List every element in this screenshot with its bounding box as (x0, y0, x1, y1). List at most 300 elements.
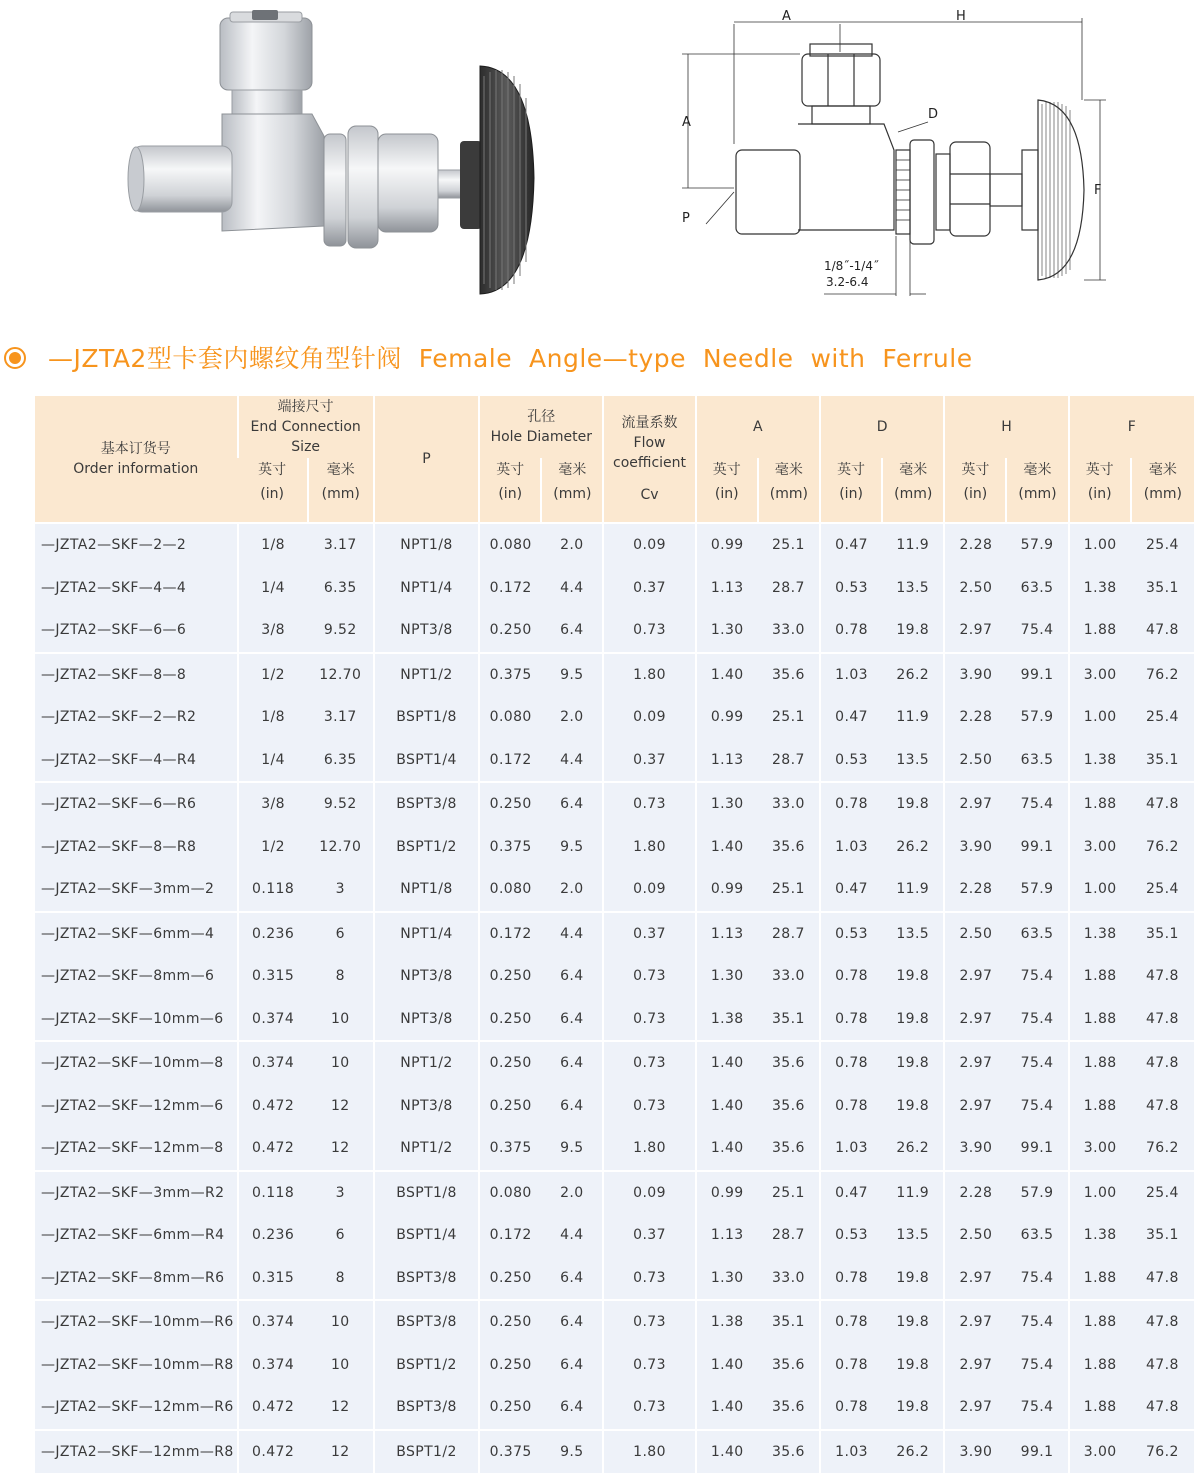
cell-a-in: 1.40 (696, 1430, 758, 1473)
cell-d-mm: 11.9 (882, 1171, 944, 1215)
unit-label-cn: 英寸 (821, 460, 881, 480)
cell-a-in: 1.13 (696, 567, 758, 610)
cell-conn-in: 1/8 (238, 696, 308, 739)
cell-h-mm: 75.4 (1006, 782, 1068, 826)
table-row (35, 523, 1194, 567)
cell-f-in: 1.88 (1069, 998, 1131, 1042)
cell-order-number: —JZTA2—SKF—10mm—R8 (35, 1344, 238, 1387)
header-a: A (696, 396, 820, 458)
table-row (35, 1344, 1194, 1387)
table-row (35, 739, 1194, 783)
cell-hole-mm: 4.4 (541, 1214, 603, 1257)
table-row (35, 567, 1194, 610)
cell-d-mm: 19.8 (882, 1257, 944, 1301)
cell-conn-mm: 12.70 (308, 653, 374, 697)
cell-conn-in: 0.315 (238, 1257, 308, 1301)
cell-cv: 0.09 (603, 696, 695, 739)
cell-cv: 0.73 (603, 1344, 695, 1387)
header-d-mm (882, 458, 944, 523)
header-flow-cn: 流量系数 (604, 413, 694, 433)
cell-conn-mm: 9.52 (308, 782, 374, 826)
cell-d-in: 1.03 (820, 826, 882, 869)
cell-p-thread: NPT3/8 (374, 998, 479, 1042)
cell-cv: 0.73 (603, 1257, 695, 1301)
cell-d-in: 0.78 (820, 955, 882, 998)
header-end-connection (238, 396, 374, 458)
cell-h-in: 2.28 (944, 868, 1006, 912)
header-flow-en2: coefficient (604, 453, 694, 473)
header-f: F (1069, 396, 1194, 458)
cell-h-in: 2.50 (944, 739, 1006, 783)
cell-hole-in: 0.250 (479, 609, 541, 653)
cell-f-mm: 35.1 (1131, 1214, 1194, 1257)
unit-label-cn: 毫米 (759, 460, 819, 480)
cell-conn-mm: 6 (308, 1214, 374, 1257)
cell-a-mm: 28.7 (758, 1214, 820, 1257)
cell-d-in: 0.47 (820, 696, 882, 739)
cell-d-mm: 19.8 (882, 1041, 944, 1085)
header-row-top (35, 396, 1194, 458)
cell-cv: 0.73 (603, 1085, 695, 1128)
cell-f-mm: 76.2 (1131, 1430, 1194, 1473)
cell-d-in: 0.53 (820, 739, 882, 783)
cell-f-in: 3.00 (1069, 1127, 1131, 1171)
cell-conn-in: 0.374 (238, 1041, 308, 1085)
cell-h-mm: 57.9 (1006, 1171, 1068, 1215)
table-row (35, 1386, 1194, 1430)
cell-order-number: —JZTA2—SKF—3mm—R2 (35, 1171, 238, 1215)
header-conn-mm (308, 458, 374, 523)
cell-a-mm: 25.1 (758, 696, 820, 739)
cell-h-mm: 57.9 (1006, 523, 1068, 567)
cell-order-number: —JZTA2—SKF—6—6 (35, 609, 238, 653)
cell-a-mm: 35.6 (758, 1041, 820, 1085)
table-row (35, 955, 1194, 998)
cell-p-thread: BSPT1/8 (374, 1171, 479, 1215)
cell-d-in: 0.53 (820, 912, 882, 956)
cell-d-in: 0.53 (820, 1214, 882, 1257)
cell-a-in: 1.40 (696, 1127, 758, 1171)
cell-d-in: 0.78 (820, 1085, 882, 1128)
cell-p-thread: BSPT1/2 (374, 1430, 479, 1473)
cell-f-mm: 76.2 (1131, 1127, 1194, 1171)
cell-f-in: 1.88 (1069, 1300, 1131, 1344)
table-row (35, 1214, 1194, 1257)
cell-conn-in: 1/2 (238, 826, 308, 869)
cell-f-in: 3.00 (1069, 1430, 1131, 1473)
unit-label-en: (mm) (759, 484, 819, 504)
cell-h-in: 2.97 (944, 955, 1006, 998)
cell-d-mm: 11.9 (882, 696, 944, 739)
header-h-in (944, 458, 1006, 523)
cell-a-mm: 33.0 (758, 782, 820, 826)
cell-f-in: 1.88 (1069, 955, 1131, 998)
unit-label-en: (in) (1070, 484, 1130, 504)
cell-f-in: 1.38 (1069, 739, 1131, 783)
panel-thickness-mm: 3.2-6.4 (826, 275, 869, 289)
cell-hole-in: 0.080 (479, 1171, 541, 1215)
cell-d-in: 0.78 (820, 1386, 882, 1430)
unit-label-en: (mm) (542, 484, 602, 504)
cell-cv: 0.73 (603, 1300, 695, 1344)
cell-p-thread: NPT1/8 (374, 868, 479, 912)
cell-conn-in: 1/8 (238, 523, 308, 567)
header-conn-en1: End Connection (239, 417, 373, 437)
cell-f-mm: 47.8 (1131, 1300, 1194, 1344)
cell-d-mm: 19.8 (882, 782, 944, 826)
cell-order-number: —JZTA2—SKF—2—R2 (35, 696, 238, 739)
cell-hole-mm: 9.5 (541, 1127, 603, 1171)
header-order-cn: 基本订货号 (35, 439, 237, 459)
unit-label-en: (mm) (1007, 484, 1067, 504)
cell-a-in: 1.30 (696, 1257, 758, 1301)
cell-hole-in: 0.375 (479, 1430, 541, 1473)
unit-label-cn: 毫米 (1132, 460, 1194, 480)
cell-d-in: 0.78 (820, 1344, 882, 1387)
cell-hole-mm: 2.0 (541, 523, 603, 567)
cell-conn-mm: 9.52 (308, 609, 374, 653)
table-row (35, 868, 1194, 912)
cell-p-thread: BSPT1/4 (374, 1214, 479, 1257)
cell-cv: 0.73 (603, 998, 695, 1042)
cell-f-mm: 35.1 (1131, 567, 1194, 610)
cell-conn-mm: 3 (308, 1171, 374, 1215)
cell-a-mm: 35.6 (758, 1085, 820, 1128)
table-row (35, 998, 1194, 1042)
cell-f-mm: 76.2 (1131, 653, 1194, 697)
table-row (35, 1127, 1194, 1171)
cell-h-in: 2.97 (944, 1041, 1006, 1085)
cell-cv: 0.73 (603, 609, 695, 653)
cell-conn-in: 0.374 (238, 1344, 308, 1387)
cell-f-in: 3.00 (1069, 826, 1131, 869)
cell-conn-mm: 8 (308, 955, 374, 998)
unit-label-cn: 毫米 (542, 460, 602, 480)
cell-hole-in: 0.250 (479, 1386, 541, 1430)
cell-f-mm: 47.8 (1131, 609, 1194, 653)
cell-hole-mm: 6.4 (541, 1300, 603, 1344)
cell-p-thread: NPT3/8 (374, 1085, 479, 1128)
cell-a-in: 1.40 (696, 1041, 758, 1085)
cell-d-mm: 19.8 (882, 1300, 944, 1344)
table-row (35, 609, 1194, 653)
cell-hole-mm: 6.4 (541, 782, 603, 826)
cell-order-number: —JZTA2—SKF—12mm—8 (35, 1127, 238, 1171)
cell-f-mm: 47.8 (1131, 1386, 1194, 1430)
cell-a-in: 1.38 (696, 1300, 758, 1344)
dim-a-top-label: A (782, 9, 791, 24)
table-row (35, 653, 1194, 697)
cell-f-mm: 47.8 (1131, 1085, 1194, 1128)
cell-order-number: —JZTA2—SKF—8—R8 (35, 826, 238, 869)
unit-label-en: (mm) (883, 484, 943, 504)
cell-order-number: —JZTA2—SKF—10mm—8 (35, 1041, 238, 1085)
cell-h-mm: 75.4 (1006, 1300, 1068, 1344)
cell-p-thread: NPT1/2 (374, 653, 479, 697)
cell-p-thread: NPT1/8 (374, 523, 479, 567)
section-title-bar (0, 335, 1200, 379)
cell-a-mm: 28.7 (758, 739, 820, 783)
unit-label-cn: 英寸 (238, 460, 307, 480)
cell-a-mm: 35.1 (758, 1300, 820, 1344)
cell-hole-in: 0.250 (479, 782, 541, 826)
cell-d-mm: 19.8 (882, 609, 944, 653)
cell-cv: 0.37 (603, 912, 695, 956)
header-order (35, 396, 238, 523)
cell-hole-mm: 2.0 (541, 696, 603, 739)
cell-hole-mm: 9.5 (541, 1430, 603, 1473)
cell-d-in: 0.47 (820, 868, 882, 912)
cell-conn-in: 0.236 (238, 912, 308, 956)
cell-d-mm: 19.8 (882, 1085, 944, 1128)
cell-f-in: 1.00 (1069, 696, 1131, 739)
table-row (35, 1300, 1194, 1344)
cell-conn-mm: 3.17 (308, 523, 374, 567)
cell-hole-mm: 6.4 (541, 609, 603, 653)
cell-a-mm: 33.0 (758, 1257, 820, 1301)
header-hole-en: Hole Diameter (480, 427, 602, 447)
cell-cv: 0.09 (603, 868, 695, 912)
cell-h-in: 2.97 (944, 1085, 1006, 1128)
cell-a-mm: 35.1 (758, 998, 820, 1042)
cell-conn-mm: 12 (308, 1127, 374, 1171)
cell-hole-in: 0.080 (479, 868, 541, 912)
cell-f-in: 1.88 (1069, 782, 1131, 826)
cell-a-in: 0.99 (696, 523, 758, 567)
cell-conn-in: 3/8 (238, 782, 308, 826)
cell-hole-mm: 6.4 (541, 998, 603, 1042)
dim-d-label: D (928, 107, 938, 122)
cell-h-in: 3.90 (944, 653, 1006, 697)
cell-p-thread: BSPT3/8 (374, 1386, 479, 1430)
cell-f-mm: 76.2 (1131, 826, 1194, 869)
cell-conn-in: 0.472 (238, 1430, 308, 1473)
unit-label-en: (in) (945, 484, 1005, 504)
cell-h-mm: 75.4 (1006, 1041, 1068, 1085)
cell-h-mm: 75.4 (1006, 609, 1068, 653)
cell-a-in: 1.30 (696, 782, 758, 826)
cell-f-mm: 35.1 (1131, 739, 1194, 783)
cell-order-number: —JZTA2—SKF—8mm—R6 (35, 1257, 238, 1301)
table-row (35, 1041, 1194, 1085)
cell-p-thread: NPT1/4 (374, 912, 479, 956)
cell-d-mm: 26.2 (882, 653, 944, 697)
cell-f-in: 3.00 (1069, 653, 1131, 697)
cell-d-mm: 13.5 (882, 739, 944, 783)
cell-hole-in: 0.080 (479, 696, 541, 739)
cell-h-in: 2.97 (944, 609, 1006, 653)
cell-hole-in: 0.375 (479, 653, 541, 697)
cell-d-mm: 26.2 (882, 1127, 944, 1171)
cell-h-mm: 57.9 (1006, 868, 1068, 912)
cell-p-thread: NPT3/8 (374, 955, 479, 998)
cell-f-mm: 47.8 (1131, 1257, 1194, 1301)
cell-a-in: 1.13 (696, 912, 758, 956)
header-conn-in (238, 458, 308, 523)
cell-a-mm: 25.1 (758, 1171, 820, 1215)
header-h: H (944, 396, 1068, 458)
cell-conn-in: 0.374 (238, 998, 308, 1042)
cell-f-mm: 47.8 (1131, 955, 1194, 998)
cell-order-number: —JZTA2—SKF—8—8 (35, 653, 238, 697)
cell-f-mm: 25.4 (1131, 523, 1194, 567)
cell-f-in: 1.00 (1069, 868, 1131, 912)
cell-d-in: 0.78 (820, 1300, 882, 1344)
cell-a-in: 1.38 (696, 998, 758, 1042)
cell-d-mm: 26.2 (882, 1430, 944, 1473)
cell-conn-mm: 12 (308, 1085, 374, 1128)
cell-p-thread: BSPT3/8 (374, 1257, 479, 1301)
cell-p-thread: NPT1/4 (374, 567, 479, 610)
cell-f-mm: 25.4 (1131, 1171, 1194, 1215)
cell-conn-in: 0.472 (238, 1386, 308, 1430)
cell-order-number: —JZTA2—SKF—10mm—R6 (35, 1300, 238, 1344)
cell-hole-in: 0.250 (479, 1257, 541, 1301)
cell-a-in: 1.40 (696, 826, 758, 869)
cell-d-mm: 19.8 (882, 1344, 944, 1387)
dim-h-label: H (956, 9, 966, 24)
header-hole (479, 396, 603, 458)
cell-conn-mm: 6.35 (308, 567, 374, 610)
cell-a-mm: 35.6 (758, 653, 820, 697)
cell-f-in: 1.38 (1069, 567, 1131, 610)
cell-conn-mm: 3.17 (308, 696, 374, 739)
cell-h-in: 2.97 (944, 1300, 1006, 1344)
header-f-in (1069, 458, 1131, 523)
cell-h-in: 2.97 (944, 998, 1006, 1042)
unit-label-en: (in) (480, 484, 540, 504)
cell-hole-mm: 2.0 (541, 868, 603, 912)
cell-conn-mm: 10 (308, 998, 374, 1042)
cell-a-in: 1.13 (696, 1214, 758, 1257)
cell-h-in: 2.97 (944, 1257, 1006, 1301)
cell-d-mm: 19.8 (882, 955, 944, 998)
cell-h-mm: 99.1 (1006, 653, 1068, 697)
cell-h-mm: 99.1 (1006, 1127, 1068, 1171)
cell-hole-mm: 6.4 (541, 955, 603, 998)
cell-a-in: 0.99 (696, 696, 758, 739)
cell-conn-in: 1/4 (238, 567, 308, 610)
header-f-mm (1131, 458, 1194, 523)
cell-d-in: 0.78 (820, 609, 882, 653)
cell-p-thread: BSPT1/2 (374, 1344, 479, 1387)
cell-h-mm: 57.9 (1006, 696, 1068, 739)
dim-a-side-label: A (682, 115, 691, 130)
cell-cv: 0.37 (603, 1214, 695, 1257)
cell-hole-in: 0.250 (479, 955, 541, 998)
cell-a-in: 1.40 (696, 1344, 758, 1387)
cell-h-mm: 63.5 (1006, 1214, 1068, 1257)
cell-hole-mm: 4.4 (541, 739, 603, 783)
header-hole-mm (541, 458, 603, 523)
cell-d-mm: 11.9 (882, 868, 944, 912)
cell-conn-in: 3/8 (238, 609, 308, 653)
cell-h-mm: 99.1 (1006, 826, 1068, 869)
cell-cv: 0.73 (603, 782, 695, 826)
cell-a-mm: 25.1 (758, 523, 820, 567)
cell-conn-mm: 3 (308, 868, 374, 912)
header-h-mm (1006, 458, 1068, 523)
cell-a-in: 1.40 (696, 1386, 758, 1430)
cell-p-thread: BSPT1/2 (374, 826, 479, 869)
cell-order-number: —JZTA2—SKF—6mm—4 (35, 912, 238, 956)
cell-order-number: —JZTA2—SKF—3mm—2 (35, 868, 238, 912)
cell-h-mm: 75.4 (1006, 1257, 1068, 1301)
cell-hole-in: 0.080 (479, 523, 541, 567)
cell-hole-mm: 2.0 (541, 1171, 603, 1215)
section-title: —JZTA2型卡套内螺纹角型针阀 Female Angle—type Needle with Ferrule (48, 339, 973, 375)
header-p: P (374, 396, 479, 523)
cell-h-in: 3.90 (944, 1430, 1006, 1473)
header-conn-cn: 端接尺寸 (239, 397, 373, 417)
cell-a-in: 1.30 (696, 955, 758, 998)
cell-hole-mm: 9.5 (541, 826, 603, 869)
cell-hole-mm: 4.4 (541, 567, 603, 610)
cell-order-number: —JZTA2—SKF—2—2 (35, 523, 238, 567)
unit-label-cn: 英寸 (697, 460, 757, 480)
spec-table (35, 396, 1194, 1473)
cell-f-mm: 47.8 (1131, 782, 1194, 826)
cell-d-in: 0.47 (820, 1171, 882, 1215)
cell-hole-mm: 6.4 (541, 1386, 603, 1430)
unit-label-en: (in) (697, 484, 757, 504)
cell-h-in: 2.50 (944, 567, 1006, 610)
cell-hole-mm: 6.4 (541, 1257, 603, 1301)
cell-h-mm: 75.4 (1006, 1085, 1068, 1128)
cell-p-thread: NPT3/8 (374, 609, 479, 653)
cell-cv: 1.80 (603, 826, 695, 869)
cell-order-number: —JZTA2—SKF—6mm—R4 (35, 1214, 238, 1257)
cell-cv: 1.80 (603, 1127, 695, 1171)
cell-a-in: 1.40 (696, 653, 758, 697)
table-row (35, 782, 1194, 826)
cell-a-mm: 35.6 (758, 826, 820, 869)
cell-a-mm: 28.7 (758, 567, 820, 610)
cell-conn-in: 0.118 (238, 1171, 308, 1215)
unit-label-cn: 毫米 (309, 460, 373, 480)
cell-cv: 0.73 (603, 955, 695, 998)
cell-conn-in: 0.472 (238, 1085, 308, 1128)
cell-p-thread: NPT1/2 (374, 1127, 479, 1171)
cell-hole-mm: 6.4 (541, 1085, 603, 1128)
cell-hole-mm: 9.5 (541, 653, 603, 697)
cell-order-number: —JZTA2—SKF—4—R4 (35, 739, 238, 783)
cell-a-in: 0.99 (696, 1171, 758, 1215)
cell-order-number: —JZTA2—SKF—8mm—6 (35, 955, 238, 998)
cell-hole-mm: 6.4 (541, 1041, 603, 1085)
cell-a-mm: 35.6 (758, 1344, 820, 1387)
cell-conn-mm: 10 (308, 1041, 374, 1085)
cell-f-mm: 47.8 (1131, 1041, 1194, 1085)
cell-p-thread: BSPT1/4 (374, 739, 479, 783)
cell-a-mm: 33.0 (758, 955, 820, 998)
cell-conn-in: 0.374 (238, 1300, 308, 1344)
cell-h-in: 2.97 (944, 782, 1006, 826)
cell-d-in: 1.03 (820, 1127, 882, 1171)
cell-conn-in: 1/4 (238, 739, 308, 783)
cell-conn-in: 0.236 (238, 1214, 308, 1257)
cell-a-in: 1.13 (696, 739, 758, 783)
cell-conn-mm: 10 (308, 1344, 374, 1387)
dimension-drawing (670, 4, 1110, 304)
cell-hole-mm: 4.4 (541, 912, 603, 956)
cell-d-in: 0.53 (820, 567, 882, 610)
cell-hole-in: 0.250 (479, 1041, 541, 1085)
unit-label-en: (mm) (1132, 484, 1194, 504)
cell-hole-in: 0.250 (479, 1300, 541, 1344)
cell-f-in: 1.88 (1069, 1085, 1131, 1128)
unit-label-en: (mm) (309, 484, 373, 504)
